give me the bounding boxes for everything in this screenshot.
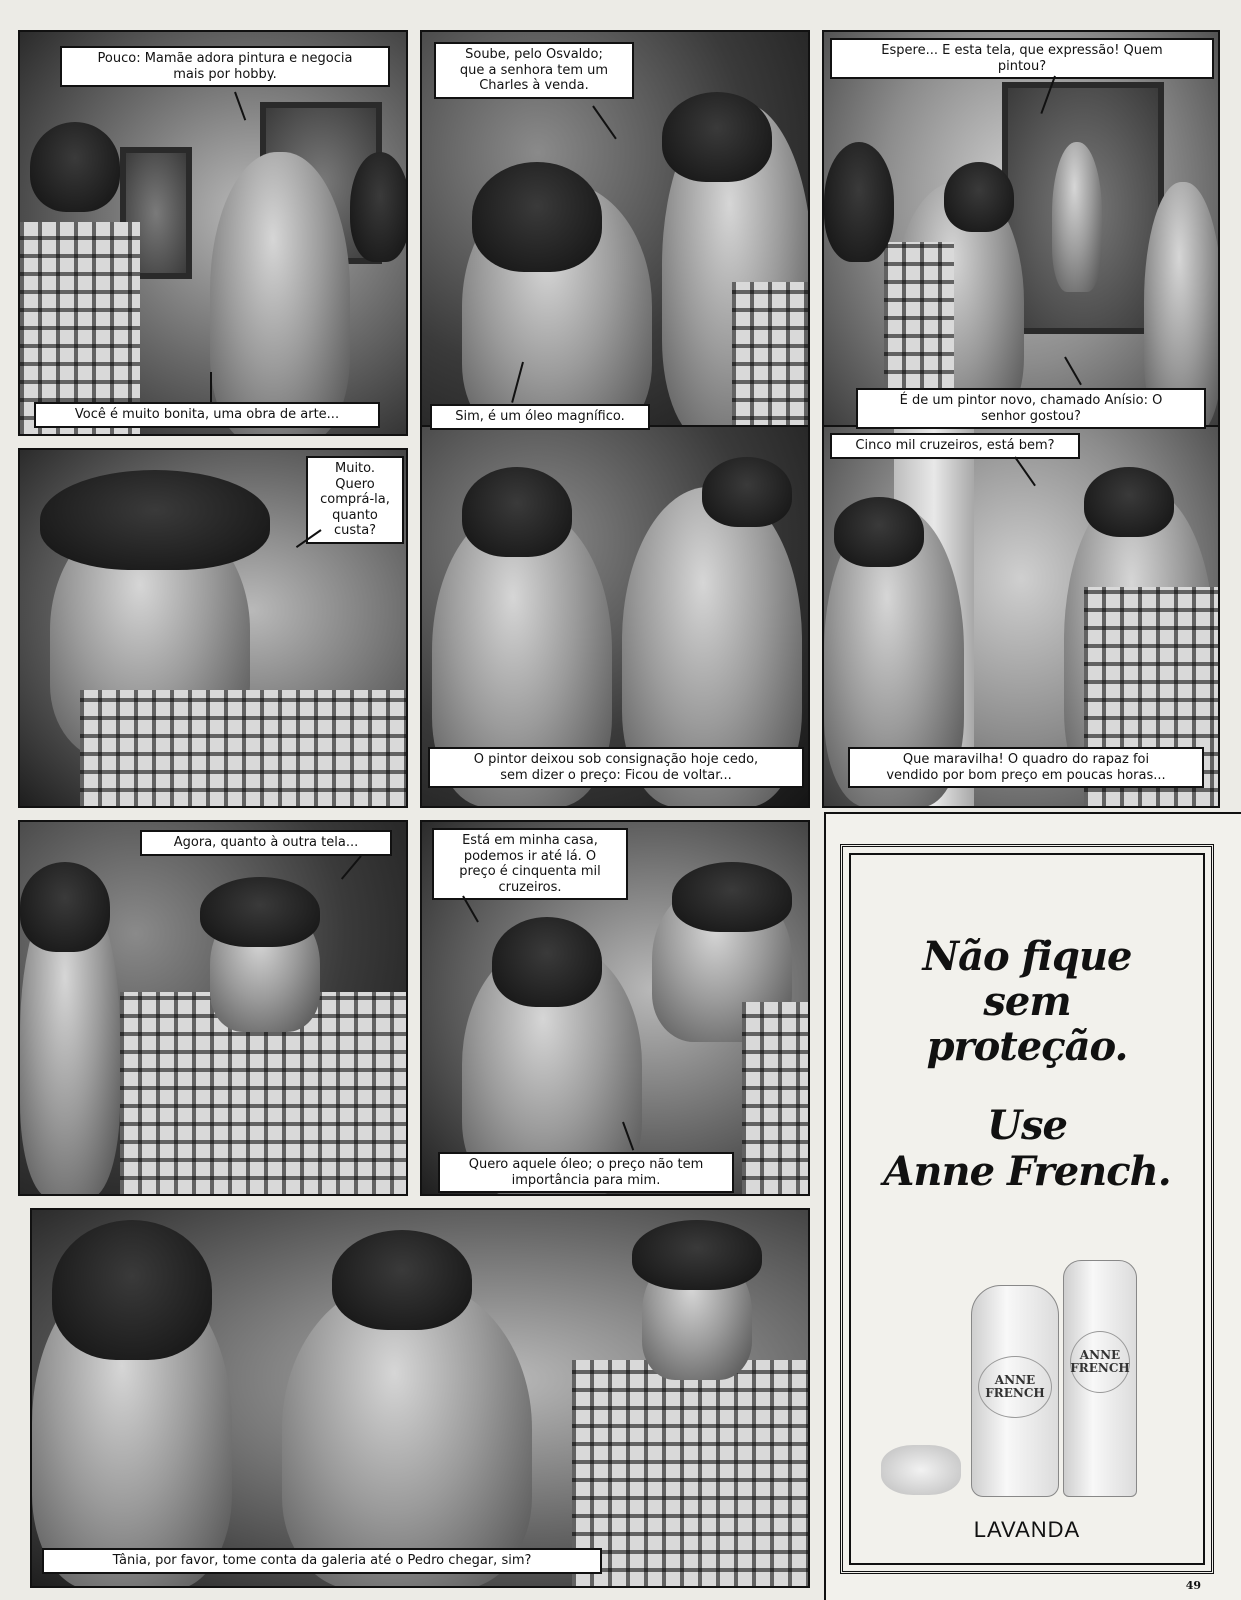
speech-caption: Muito. Quero comprá-la, quanto custa? <box>306 456 404 544</box>
woman-hair <box>52 1220 212 1360</box>
comic-panel-9 <box>30 1208 810 1588</box>
plaid-jacket <box>572 1360 810 1588</box>
comic-panel-7 <box>18 820 408 1196</box>
ad-brand-slogan: Use Anne French. <box>883 1102 1171 1195</box>
comic-panel-4 <box>18 448 408 808</box>
woman-hair <box>332 1230 472 1330</box>
man-hair <box>672 862 792 932</box>
speech-caption: Espere... E esta tela, que expressão! Quem pintou? <box>830 38 1214 79</box>
bottle-label: ANNE FRENCH <box>978 1356 1052 1418</box>
page-number: 49 <box>1185 1579 1201 1592</box>
woman-hair <box>492 917 602 1007</box>
woman-hair <box>472 162 602 272</box>
can-label: ANNE FRENCH <box>1070 1331 1130 1393</box>
monk-figure <box>1052 142 1102 292</box>
woman-hair <box>834 497 924 567</box>
speech-caption: Que maravilha! O quadro do rapaz foi vendido por bom preço em poucas horas... <box>848 747 1204 788</box>
comic-panel-2 <box>420 30 810 436</box>
soap-bar <box>881 1445 961 1495</box>
speech-caption: Pouco: Mamãe adora pintura e negocia mais por hobby. <box>60 46 390 87</box>
woman-figure <box>210 152 350 436</box>
speech-caption: Cinco mil cruzeiros, está bem? <box>830 433 1080 459</box>
comic-panel-1 <box>18 30 408 436</box>
speech-caption: Quero aquele óleo; o preço não tem importância para mim. <box>438 1152 734 1193</box>
comic-panel-8 <box>420 820 810 1196</box>
comic-panel-6 <box>822 425 1220 808</box>
man-hair <box>1084 467 1174 537</box>
comic-panel-3 <box>822 30 1220 436</box>
speech-caption: É de um pintor novo, chamado Anísio: O senhor gostou? <box>856 388 1206 429</box>
ad-headline: Não fique sem proteção. <box>922 933 1132 1070</box>
plaid-jacket <box>732 282 810 436</box>
comic-panel-5 <box>420 425 810 808</box>
woman-hair <box>350 152 408 262</box>
woman-hair <box>702 457 792 527</box>
speech-caption: O pintor deixou sob consignação hoje cedo, sem dizer o preço: Ficou de voltar... <box>428 747 804 788</box>
product-spray-can <box>1063 1260 1137 1497</box>
man-hair <box>40 470 270 570</box>
speech-tail <box>210 372 212 402</box>
woman-hair <box>824 142 894 262</box>
ad-inner-border <box>849 853 1205 1565</box>
ad-frame <box>840 844 1214 1574</box>
speech-caption: Soube, pelo Osvaldo; que a senhora tem um Charles à venda. <box>434 42 634 99</box>
man-hair <box>944 162 1014 232</box>
speech-caption: Sim, é um óleo magnífico. <box>430 404 650 430</box>
woman-hair <box>462 467 572 557</box>
woman-hair <box>20 862 110 952</box>
plaid-jacket <box>742 1002 810 1196</box>
speech-caption: Agora, quanto à outra tela... <box>140 830 392 856</box>
anne-french-ad <box>824 812 1241 1600</box>
plaid-jacket <box>80 690 408 808</box>
man-hair <box>30 122 120 212</box>
plaid-jacket <box>884 242 954 392</box>
man-hair <box>662 92 772 182</box>
ad-footer: LAVANDA <box>973 1517 1081 1542</box>
speech-caption: Tânia, por favor, tome conta da galeria até o Pedro chegar, sim? <box>42 1548 602 1574</box>
speech-caption: Está em minha casa, podemos ir até lá. O preço é cinquenta mil cruzeiros. <box>432 828 628 900</box>
man-hair <box>200 877 320 947</box>
speech-caption: Você é muito bonita, uma obra de arte... <box>34 402 380 428</box>
product-bottle <box>971 1285 1059 1497</box>
man-hair <box>632 1220 762 1290</box>
